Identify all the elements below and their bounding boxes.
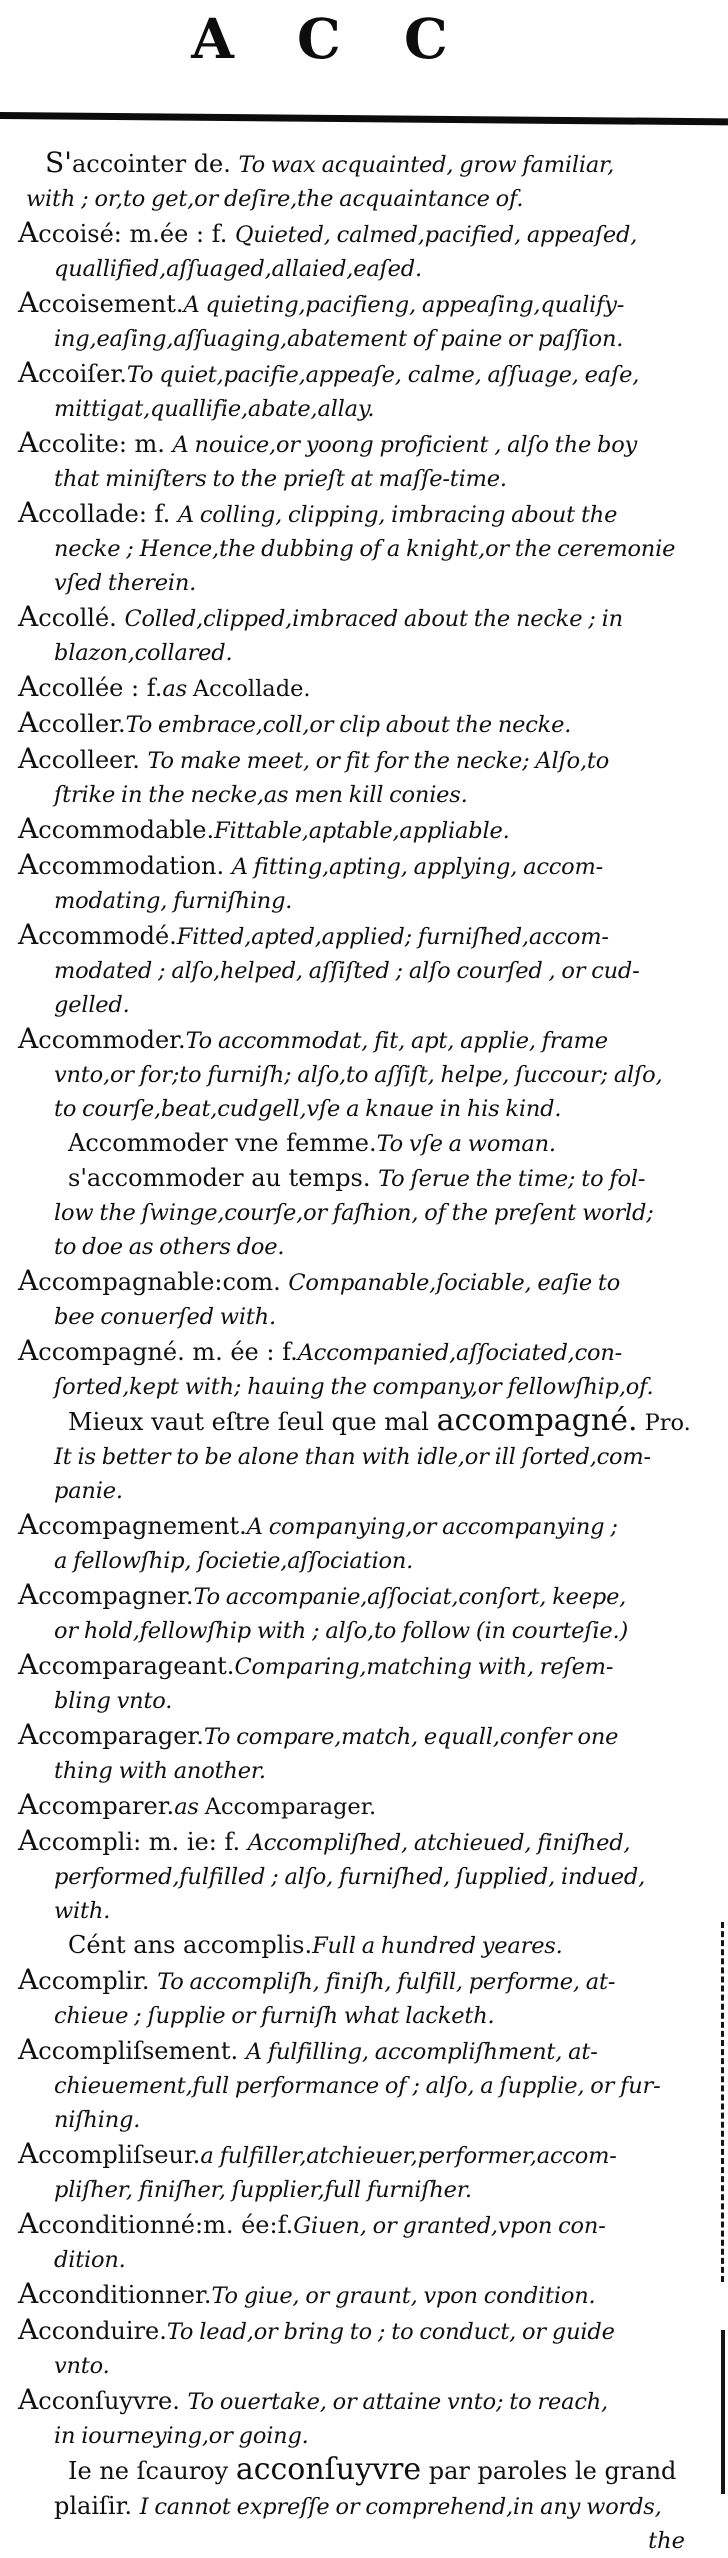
definition-text: Full a hundred yeares.	[312, 1933, 563, 1959]
definition-text: Colled,clipped,imbraced about the necke ; in	[124, 606, 623, 632]
headword-text: Acconduire.	[18, 2313, 167, 2346]
definition-text: low the ſwinge,courſe,or faſhion, of the preſent world;	[54, 1200, 654, 1226]
definition-text: to courſe,beat,cudgell,vſe a knaue in his kind.	[54, 1096, 562, 1122]
definition-text: with.	[54, 1898, 111, 1924]
dict-entry	[18, 216, 709, 286]
dict-entry	[18, 2137, 709, 2207]
headword-text: Acconditionner.	[18, 2277, 212, 2310]
definition-text: To wax acquainted, grow familiar,	[238, 152, 615, 178]
dict-entry	[18, 2033, 709, 2137]
headword-text: Acconſuyvre.	[18, 2383, 188, 2416]
definition-text: A fitting,apting, applying, accom-	[231, 854, 604, 880]
definition-text: dition.	[54, 2247, 126, 2273]
definition-text: necke ; Hence,the dubbing of a knight,or the ceremonie	[54, 536, 676, 562]
headword-text: Accommodation.	[18, 848, 232, 881]
definition-text: ſorted,kept with; hauing the company,or fellowſhip,of.	[54, 1374, 654, 1400]
headword-text: Accompliſsement.	[18, 2033, 246, 2066]
dict-entry	[18, 1022, 709, 1126]
dict-entry	[18, 146, 709, 216]
scan-edge-artifact-dashed	[721, 1922, 724, 2282]
headword-text: Accoller.	[18, 706, 126, 739]
definition-text: a fellowſhip, ſocietie,aſſociation.	[54, 1548, 414, 1574]
definition-text: To make meet, or fit for the necke; Alſo,to	[147, 748, 610, 774]
cross-reference-text: Pro.	[637, 1410, 691, 1436]
definition-text: To giue, or graunt, vpon condition.	[211, 2283, 596, 2309]
dict-entry	[18, 1161, 709, 1264]
definition-text: in iourneying,or going.	[54, 2423, 309, 2449]
definition-text: pliſher, finiſher, ſupplier,full furniſher.	[54, 2177, 472, 2203]
headword-text: Accompliſseur.	[18, 2137, 201, 2170]
headword-text: Accomparager.	[18, 1718, 204, 1751]
headword-text: Accompagnable:com.	[18, 1264, 289, 1297]
dict-entry	[18, 1404, 709, 1508]
headword-text: Accompagner.	[18, 1578, 194, 1611]
dictionary-column	[0, 146, 725, 2554]
emphasized-word: accompagné.	[436, 1403, 638, 1438]
definition-text: Companable,ſociable, eaſie to	[288, 1270, 621, 1296]
definition-text: A nouice,or yoong proficient , alſo the boy	[172, 432, 638, 458]
headword-text: Accommodable.	[18, 812, 215, 845]
definition-text: Accompanied,aſſociated,con-	[297, 1340, 623, 1366]
cross-reference-text: Accollade.	[192, 676, 311, 702]
headword-text: Accomparageant.	[18, 1648, 235, 1681]
dict-entry	[18, 496, 709, 600]
dict-entry	[18, 2207, 709, 2277]
headword-text: par paroles le grand	[421, 2457, 677, 2485]
headword-text: Accompagnement.	[18, 1508, 247, 1541]
dict-entry	[18, 1718, 709, 1788]
dict-entry	[18, 848, 709, 918]
dict-entry	[18, 1788, 709, 1824]
catchword: the	[648, 2528, 685, 2554]
definition-text: A fulfilling, accompliſhment, at-	[245, 2039, 598, 2065]
definition-text: To embrace,coll,or clip about the necke.	[125, 712, 572, 738]
definition-text: It is better to be alone than with idle,or ill ſorted,com-	[54, 1444, 651, 1470]
dict-entry	[18, 1963, 709, 2033]
headword-text: Accompagné. m. ée : f.	[18, 1334, 298, 1367]
headword-text: Accolite: m.	[18, 426, 173, 459]
definition-text: A companying,or accompanying ;	[246, 1514, 618, 1540]
dict-entry	[18, 1126, 709, 1161]
dict-entry	[18, 2277, 709, 2313]
definition-text: modated ; alſo,helped, aſſiſted ; alſo courſed , or cud-	[54, 958, 640, 984]
definition-text: modating, furniſhing.	[54, 888, 293, 914]
headword-text: Cént ans accomplis.	[68, 1931, 313, 1959]
dict-entry	[18, 2313, 709, 2383]
definition-text: Fitted,apted,applied; furniſhed,accom-	[176, 924, 609, 950]
definition-text: ſtrike in the necke,as men kill conies.	[54, 782, 468, 808]
definition-text: chieue ; ſupplie or furniſh what lacketh.	[54, 2003, 495, 2029]
definition-text: that miniſters to the prieſt at maſſe-time.	[54, 466, 507, 492]
definition-text: Accompliſhed, atchieued, finiſhed,	[247, 1830, 631, 1856]
dict-entry	[18, 812, 709, 848]
dict-entry	[18, 1508, 709, 1578]
definition-text: To compare,match, equall,confer one	[203, 1724, 619, 1750]
headword-text: Ie ne ſcauroy	[68, 2457, 236, 2485]
definition-text: To lead,or bring to ; to conduct, or guide	[166, 2319, 615, 2345]
headword-text: Accollée : f.	[18, 670, 163, 703]
dict-entry	[18, 1578, 709, 1648]
definition-text: ing,eaſing,aſſuaging,abatement of paine or paſſion.	[54, 326, 624, 352]
dict-entry	[18, 706, 709, 742]
definition-text: To quiet,pacifie,appeaſe, calme, aſſuage, eaſe,	[126, 362, 640, 388]
definition-text: chieuement,full performance of ; alſo, a ſupplie, or fur-	[54, 2073, 661, 2099]
definition-text: with ; or,to get,or deſire,the acquaintance of.	[26, 186, 524, 212]
definition-text: To vſe a woman.	[376, 1131, 556, 1157]
definition-text: gelled.	[54, 992, 130, 1018]
headword-text: Accommoder.	[18, 1022, 186, 1055]
definition-text: to doe as others doe.	[54, 1234, 285, 1260]
headword-text: Mieux vaut eſtre ſeul que mal	[68, 1408, 437, 1436]
dict-entry	[18, 356, 709, 426]
dict-entry	[18, 670, 709, 706]
dict-entry	[18, 286, 709, 356]
definition-text: performed,fulfilled ; alſo, furniſhed, ſupplied, indued,	[54, 1864, 646, 1890]
headword-text: Acconditionné:m. ée:f.	[18, 2207, 294, 2240]
definition-text: quallified,aſſuaged,allaied,eaſed.	[54, 256, 422, 282]
definition-text: To ſerue the time; to fol-	[378, 1166, 646, 1192]
definition-text: as	[162, 676, 193, 702]
scan-edge-artifact-solid	[721, 2330, 725, 2494]
headword-text: S'accointer de.	[45, 146, 239, 179]
dict-entry	[18, 1928, 709, 1963]
dict-entry	[18, 918, 709, 1022]
definition-text: vnto,or for;to furniſh; alſo,to aſſiſt, helpe, ſuccour; alſo,	[54, 1062, 663, 1088]
header-rule	[0, 112, 728, 125]
definition-text: To ouertake, or attaine vnto; to reach,	[187, 2389, 608, 2415]
definition-text: thing with another.	[54, 1758, 266, 1784]
dict-entry	[18, 1648, 709, 1718]
definition-text: bling vnto.	[54, 1688, 173, 1714]
definition-text: Quieted, calmed,pacified, appeaſed,	[234, 222, 638, 248]
definition-text: blazon,collared.	[54, 640, 233, 666]
definition-text: niſhing.	[54, 2107, 141, 2133]
dict-entry	[18, 600, 709, 670]
definition-text: vſed therein.	[54, 570, 197, 596]
headword-text: Accoiſer.	[18, 356, 127, 389]
definition-text: panie.	[54, 1478, 123, 1504]
headword-text: Accomplir.	[18, 1963, 158, 1996]
dict-entry	[18, 742, 709, 812]
definition-text: Comparing,matching with, reſem-	[234, 1654, 614, 1680]
emphasized-word: acconſuyvre	[235, 2452, 422, 2487]
headword-text: Accoisement.	[18, 286, 184, 319]
dict-entry	[18, 2453, 709, 2524]
definition-text: To accommodat, fit, apt, applie, frame	[185, 1028, 608, 1054]
definition-text: To accompliſh, finiſh, fulfill, performe, at-	[157, 1969, 616, 1995]
definition-text: mittigat,quallifie,abate,allay.	[54, 396, 375, 422]
headword-text: Accomparer.	[18, 1788, 175, 1821]
headword-text: plaiſir.	[54, 2492, 140, 2520]
definition-text: I cannot expreſſe or comprehend,in any words,	[139, 2494, 662, 2520]
dict-entry	[18, 2383, 709, 2453]
headword-text: Accollade: f.	[18, 496, 178, 529]
dict-entry	[18, 1264, 709, 1334]
definition-text: or hold,fellowſhip with ; alſo,to follow (in courteſie.)	[54, 1618, 629, 1644]
definition-text: vnto.	[54, 2353, 110, 2379]
definition-text: a fulfiller,atchieuer,performer,accom-	[200, 2143, 617, 2169]
definition-text: Giuen, or granted,vpon con-	[293, 2213, 606, 2239]
dict-entry	[18, 1824, 709, 1928]
definition-text: Fittable,aptable,appliable.	[214, 818, 510, 844]
definition-text: as	[174, 1794, 205, 1820]
dict-entry	[18, 1334, 709, 1404]
definition-text: To accompanie,aſſociat,conſort, keepe,	[193, 1584, 627, 1610]
headword-text: Accommoder vne femme.	[68, 1129, 377, 1157]
headword-text: Accoisé: m.ée : f.	[18, 216, 235, 249]
dict-entry	[18, 426, 709, 496]
headword-text: Accompli: m. ie: f.	[18, 1824, 248, 1857]
definition-text: A quieting,pacifieng, appeaſing,qualify-	[183, 292, 625, 318]
headword-text: Accommodé.	[18, 918, 177, 951]
definition-text: A colling, clipping, imbracing about the	[177, 502, 618, 528]
cross-reference-text: Accomparager.	[204, 1794, 377, 1820]
headword-text: s'accommoder au temps.	[68, 1164, 379, 1192]
page-header: A C C	[191, 6, 470, 71]
definition-text: bee conuerſed with.	[54, 1304, 276, 1330]
headword-text: Accollé.	[18, 600, 125, 633]
headword-text: Accolleer.	[18, 742, 148, 775]
